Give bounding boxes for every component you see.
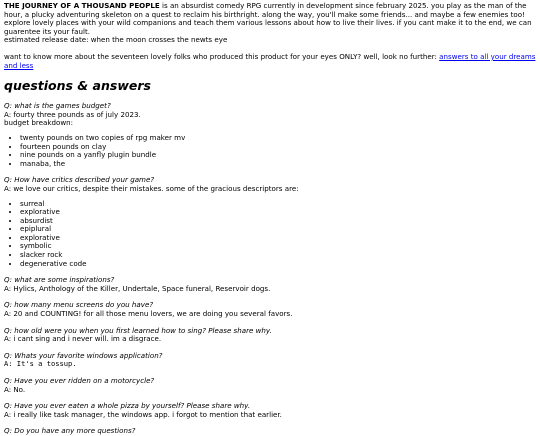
faq-heading: questions & answers bbox=[4, 78, 151, 94]
faq-question: Q: Have you ever ridden on a motorcycle? bbox=[4, 376, 155, 385]
list-item: • nine pounds on a yanfly plugin bundle bbox=[20, 151, 536, 160]
budget-list bbox=[4, 134, 536, 168]
faq-question: Q: Whats your favorite windows application? bbox=[4, 350, 163, 360]
game-title: THE JOURNEY OF A THOUSAND PEOPLE bbox=[4, 1, 160, 10]
faq-question: Q: Do you have any more questions? bbox=[4, 426, 136, 436]
faq-answer: A: Hylics, Anthology of the Killer, Undertale, Space funeral, Reservoir dogs. bbox=[4, 283, 271, 293]
budget-breakdown-label: budget breakdown: bbox=[4, 118, 74, 128]
list-item: • explorative bbox=[20, 208, 536, 217]
list-item: • epiplural bbox=[20, 225, 536, 234]
faq-answer: A: No. bbox=[4, 384, 26, 394]
faq-item bbox=[4, 276, 536, 293]
faq-answer: A: It's a tossup. bbox=[4, 359, 77, 369]
critics-list bbox=[4, 200, 536, 269]
credits-paragraph bbox=[4, 53, 536, 70]
faq-question: Q: How have critics described your game? bbox=[4, 175, 155, 185]
faq-answer: A: i really like task manager, the windows app. i forgot to mention that earlier. bbox=[4, 409, 282, 419]
faq-item bbox=[4, 377, 536, 394]
list-item: • surreal bbox=[20, 200, 536, 209]
list-item: • slacker rock bbox=[20, 251, 536, 260]
faq-item bbox=[4, 301, 536, 318]
faq-question: Q: what are some inspirations? bbox=[4, 275, 115, 285]
faq-question: Q: how old were you when you first learned how to sing? Please share why. bbox=[4, 325, 272, 335]
credits-text: want to know more about the seventeen lovely folks who produced this product for your eyes ONLY? well, look no further: bbox=[4, 51, 440, 61]
faq-critics bbox=[4, 176, 536, 268]
release-date: estimated release date: when the moon crosses the newts eye bbox=[4, 35, 228, 45]
faq-item bbox=[4, 352, 536, 369]
faq-answer: A: we love our critics, despite their mistakes. some of the gracious descriptors are: bbox=[4, 183, 299, 193]
intro-paragraph bbox=[4, 2, 536, 45]
faq-question: Q: Have you ever eaten a whole pizza by yourself? Please share why. bbox=[4, 401, 251, 411]
faq-item bbox=[4, 327, 536, 344]
credits-link[interactable]: answers to all your dreams and less bbox=[4, 51, 536, 70]
faq-question: Q: what is the games budget? bbox=[4, 101, 111, 111]
list-item: • symbolic bbox=[20, 242, 536, 251]
list-item: • fourteen pounds on clay bbox=[20, 143, 536, 152]
list-item: • twenty pounds on two copies of rpg maker mv bbox=[20, 134, 536, 143]
faq-item bbox=[4, 427, 536, 436]
faq-answer: A: 20 and COUNTING! for all those menu lovers, we are doing you several favors. bbox=[4, 309, 293, 319]
list-item: • absurdist bbox=[20, 217, 536, 226]
faq-budget bbox=[4, 102, 536, 168]
list-item: • manaba, the bbox=[20, 160, 536, 169]
list-item: • explorative bbox=[20, 234, 536, 243]
game-description: is an absurdist comedy RPG currently in development since february 2025. you play as the man of the hour, a plucky adventuring skeleton on a quest to reclaim his birthright. along the way, you'll make some friends... and maybe a few enemies too! explore lovely places with your wild companions and teach them various lessons about how to live their lives. if you cant make it to the end, we can guarentee its your fault. bbox=[4, 1, 532, 36]
list-item: • degenerative code bbox=[20, 260, 536, 269]
faq-question: Q: how many menu screens do you have? bbox=[4, 300, 154, 310]
faq-answer: A: fourty three pounds as of july 2023. bbox=[4, 109, 141, 119]
faq-answer: A: i cant sing and i never will. im a disgrace. bbox=[4, 334, 162, 344]
